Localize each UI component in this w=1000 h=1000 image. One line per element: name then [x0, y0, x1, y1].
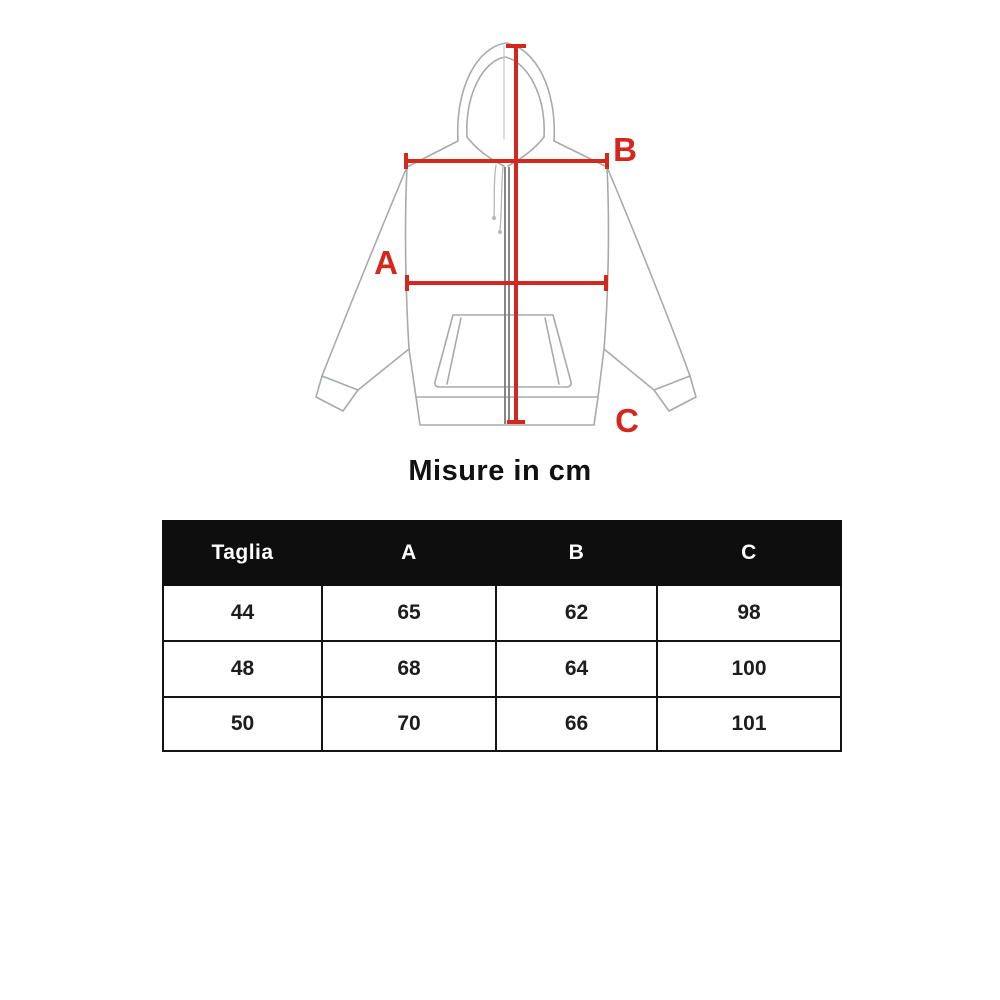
hoodie-measurement-diagram	[0, 0, 1000, 450]
cell-a: 70	[322, 697, 496, 751]
zipper-line	[505, 167, 509, 424]
header-b: B	[496, 521, 657, 585]
cell-size: 50	[163, 697, 322, 751]
page-title: Misure in cm	[408, 455, 592, 487]
right-sleeve-inner-seam	[604, 349, 654, 390]
table-header-row	[163, 521, 841, 585]
right-cuff	[654, 376, 696, 411]
kangaroo-pocket	[435, 315, 571, 387]
hood-inner-rim	[467, 57, 544, 137]
measurement-lines	[406, 46, 607, 422]
drawstring-left-tip	[492, 216, 496, 220]
left-cuff	[316, 376, 358, 411]
cell-a: 68	[322, 641, 496, 697]
left-shoulder-seam	[407, 141, 458, 167]
label-a: A	[374, 244, 398, 281]
cell-a: 65	[322, 585, 496, 641]
size-table	[162, 520, 842, 752]
size-table-header	[163, 521, 841, 585]
cell-c: 98	[657, 585, 841, 641]
header-a: A	[322, 521, 496, 585]
cell-size: 48	[163, 641, 322, 697]
size-table-body	[163, 585, 841, 751]
cell-c: 100	[657, 641, 841, 697]
label-c: C	[615, 402, 639, 439]
cell-b: 64	[496, 641, 657, 697]
header-c: C	[657, 521, 841, 585]
label-b: B	[613, 131, 637, 168]
right-sleeve-outer	[607, 167, 690, 376]
table-row	[163, 641, 841, 697]
table-row	[163, 585, 841, 641]
drawstring-right-tip	[498, 230, 502, 234]
table-row	[163, 697, 841, 751]
cell-b: 66	[496, 697, 657, 751]
left-sleeve-inner-seam	[358, 349, 409, 390]
drawstring-left	[494, 165, 496, 216]
cell-size: 44	[163, 585, 322, 641]
cell-b: 62	[496, 585, 657, 641]
hoodie-sketch	[316, 43, 696, 425]
drawstring-right	[500, 166, 503, 230]
header-taglia: Taglia	[163, 521, 322, 585]
right-shoulder-seam	[554, 141, 607, 167]
cell-c: 101	[657, 697, 841, 751]
